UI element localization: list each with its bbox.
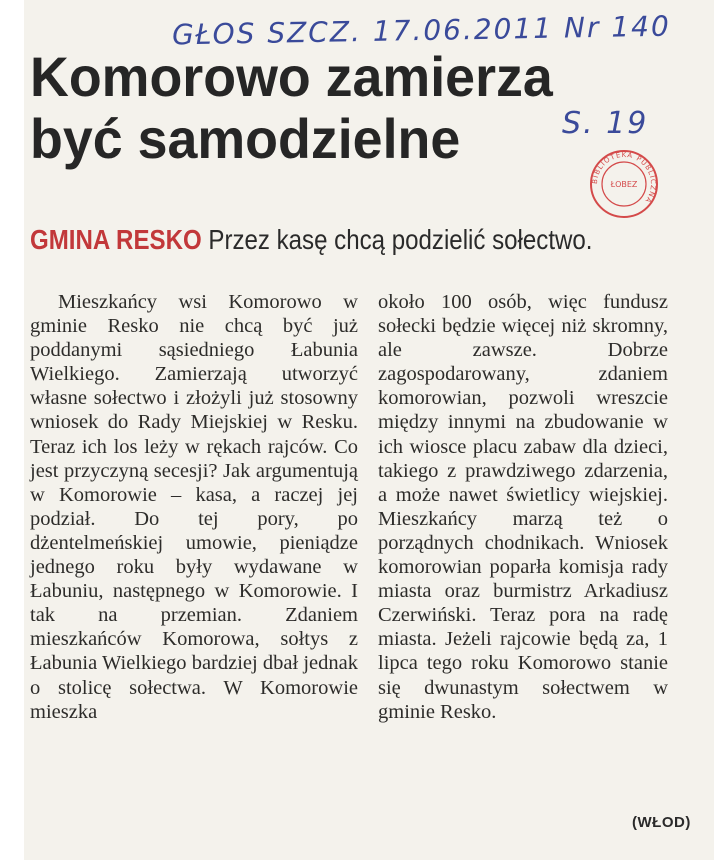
handwritten-page-number: S. 19	[562, 106, 649, 141]
article-headline	[30, 46, 553, 170]
svg-text:ŁOBEZ: ŁOBEZ	[610, 180, 638, 189]
page-margin-right	[714, 0, 722, 860]
library-stamp-icon	[588, 148, 660, 220]
lead-text: Przez kasę chcą podzielić sołectwo.	[208, 224, 593, 255]
handwritten-source-note: GŁOS SZCZ. 17.06.2011 Nr 140	[171, 9, 672, 52]
article-column-left: Mieszkańcy wsi Komorowo w gminie Resko nie chcą być już poddanymi sąsiedniego Łabunia Wielkiego. Zamierzają utworzyć własne sołectwo i złożyli już stosowny wniosek do Rady Miejskiej w Resku. Teraz ich los leży w rękach rajców. Co jest przyczyną secesji? Jak argumentują w Komorowie – kasa, a raczej jej podział. Do tej pory, po dżentelmeńskiej umowie, pieniądze jednego roku były wydawane w Łabuniu, następnego w Komorowie. I tak na przemian. Zdaniem mieszkańców Komorowa, sołtys z Łabunia Wielkiego bardziej dbał jednak o stolicę sołectwa. W Komorowie mieszka	[30, 291, 358, 723]
headline-line-2: być samodzielne	[30, 107, 461, 170]
headline-line-1: Komorowo zamierza	[30, 45, 553, 108]
article-byline: (WŁOD)	[632, 814, 691, 831]
lead-kicker: GMINA RESKO	[30, 224, 202, 255]
page-margin-left	[0, 0, 24, 860]
article-lead	[30, 222, 593, 258]
svg-text:BIBLIOTEKA PUBLICZNA: BIBLIOTEKA PUBLICZNA	[590, 150, 658, 205]
article-column-right: około 100 osób, więc fundusz sołecki będzie więcej niż skromny, ale zawsze. Dobrze zagospodarowany, zdaniem komorowian, pozwoli wreszcie między innymi na zbudowanie w ich wiosce placu zabaw dla dzieci, takiego z prawdziwego zdarzenia, a może nawet świetlicy wiejskiej. Mieszkańcy marzą też o porządnych chodnikach. Wniosek komorowian poparła komisja rady miasta oraz burmistrz Arkadiusz Czerwiński. Teraz pora na radę miasta. Jeżeli rajcowie będą za, 1 lipca tego roku Komorowo stanie się dwunastym sołectwem w gminie Resko.	[378, 291, 668, 723]
